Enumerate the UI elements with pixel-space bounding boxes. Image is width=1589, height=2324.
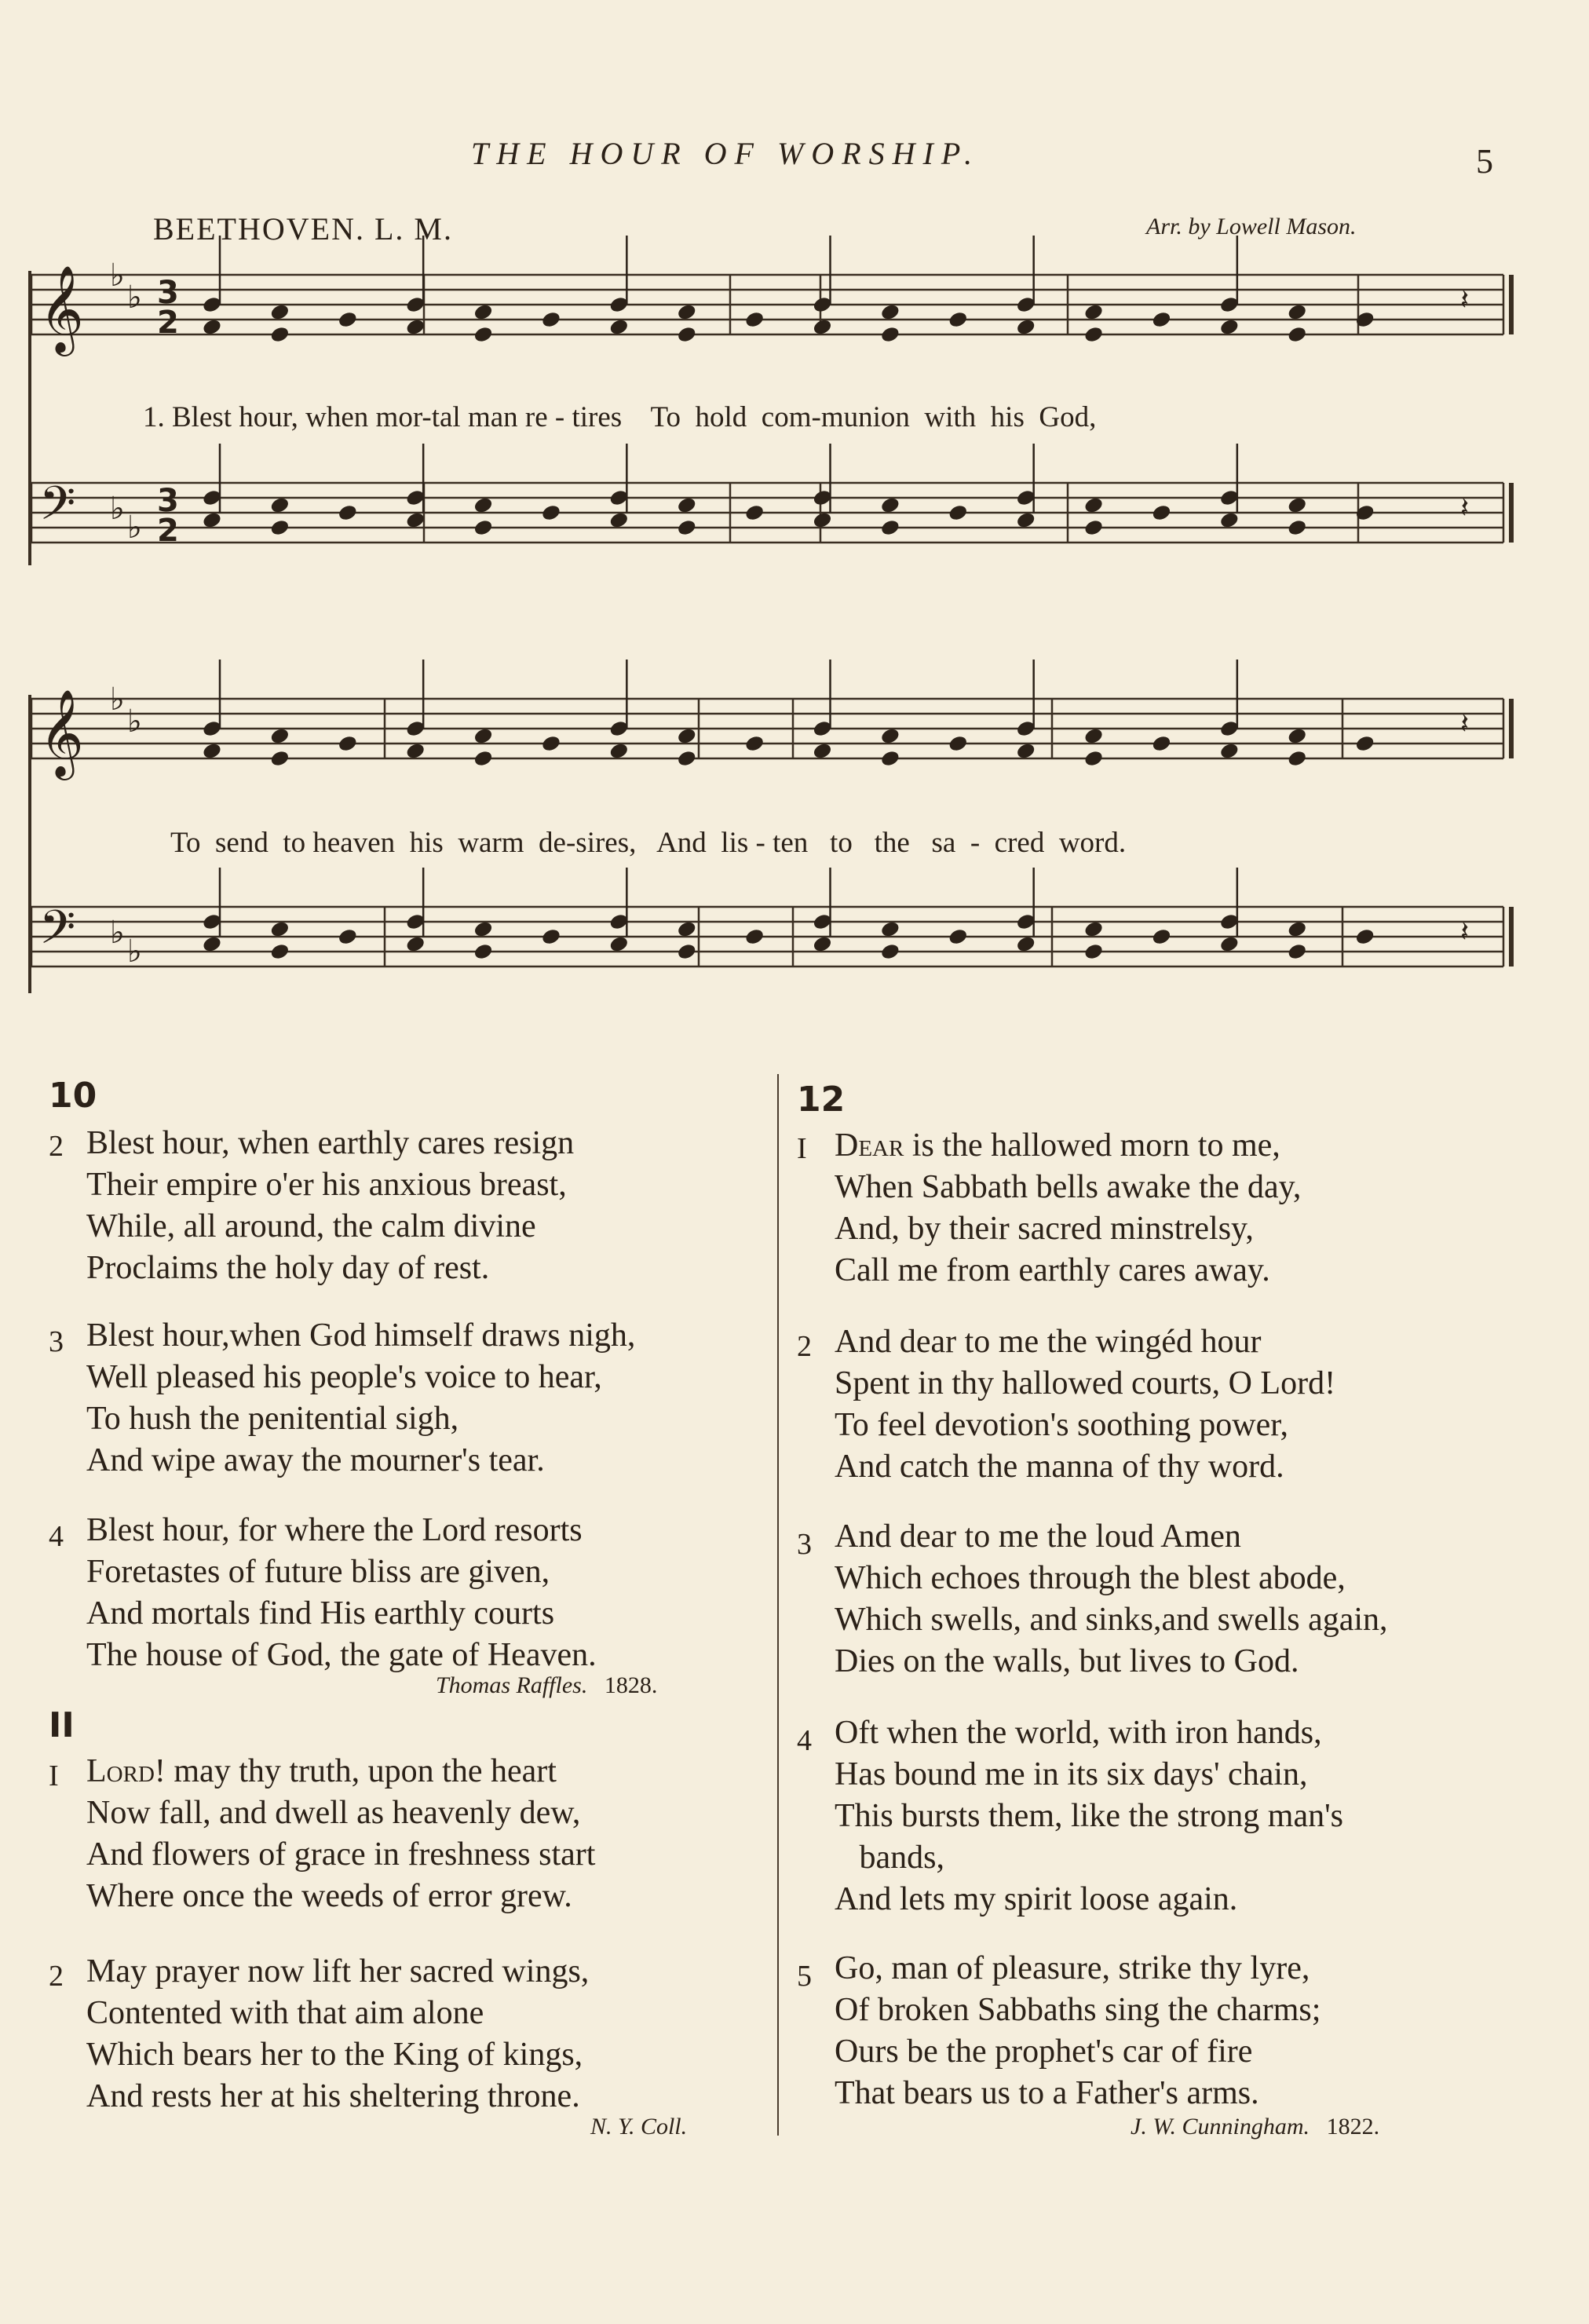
bass-clef: 𝄢 [39,476,76,542]
verse-line: And, by their sacred minstrelsy, [835,1211,1254,1247]
verse [797,1712,1574,1948]
verse-line: And dear to me the wingéd hour [835,1324,1262,1360]
note-head [676,749,697,768]
note-head [1151,503,1172,522]
verse-line: And lets my spirit loose again. [835,1881,1238,1917]
note-head [744,734,765,753]
time-signature-bottom: 2 [157,305,179,341]
verse [797,1321,1574,1516]
rest-sign: 𝄽 [1460,708,1470,740]
author: J. W. Cunningham. [1131,2114,1310,2139]
verse-line: bands, [835,1840,944,1876]
time-signature-top: 3 [157,275,179,311]
verse-number: 4 [797,1724,812,1757]
note-head [1083,325,1105,344]
verse-line: Which echoes through the blest abode, [835,1560,1346,1596]
treble-clef: 𝄞 [39,265,84,353]
verse-line: Contented with that aim alone [86,1995,484,2031]
note-head [1151,310,1172,329]
verse-line: Which bears her to the King of kings, [86,2037,583,2073]
verse [49,1123,771,1315]
lyric-line-1: 1. Blest hour, when mor-tal man re - tires To hold com-munion with his God, [143,401,1097,433]
first-word: Lord [86,1753,155,1789]
tune-name: BEETHOVEN. L. M. [153,211,453,247]
time-signature-top: 3 [157,483,179,519]
time-signature-bottom: 2 [157,513,179,549]
lyric-line-2: To send to heaven his warm de-sires, And lis - ten to the sa - cred word. [170,827,1127,859]
verse [49,1751,771,1951]
note-head [473,749,494,768]
music-score [0,0,1589,1036]
rest-sign: 𝄽 [1460,284,1470,316]
verse [49,1510,771,1683]
verse-line: Of broken Sabbaths sing the charms; [835,1992,1321,2028]
verse-line: Blest hour,when God himself draws nigh, [86,1317,636,1354]
note-head [1354,734,1375,753]
verse-number: 4 [49,1520,64,1553]
verse-line: Which swells, and sinks,and swells again, [835,1602,1388,1638]
hymn-12-attribution [1131,2114,1379,2140]
note-head [744,310,765,329]
flat-sign: ♭ [127,934,142,970]
note-head [880,325,901,344]
verse-number: I [49,1759,59,1792]
note-head [948,503,969,522]
note-head [676,325,697,344]
verse-number: 3 [797,1528,812,1561]
verse-number: 2 [49,1960,64,1993]
note-head [269,518,290,537]
flat-sign: ♭ [110,681,125,718]
verse-line: is the hallowed morn to me, [904,1127,1280,1164]
verse-number: 5 [797,1960,812,1993]
note-head [1083,518,1105,537]
verse [49,1951,771,2124]
verse-line: Now fall, and dwell as heavenly dew, [86,1795,581,1831]
author: Thomas Raffles. [436,1672,588,1698]
note-head [1287,518,1308,537]
note-head [1354,927,1375,946]
flat-sign: ♭ [127,280,142,316]
hymn-11-verses [49,1751,771,2124]
note-head [473,942,494,961]
note-head [473,325,494,344]
note-head [269,749,290,768]
first-word: Dear [835,1127,904,1164]
note-head [541,310,562,329]
note-head [1083,942,1105,961]
verse-line: Foretastes of future bliss are given, [86,1554,550,1590]
note-head [269,942,290,961]
note-head [337,927,358,946]
verse-line: This bursts them, like the strong man's [835,1798,1344,1834]
note-head [541,927,562,946]
verse-line: Has bound me in its six days' chain, [835,1756,1308,1792]
note-head [541,734,562,753]
verse-line: And flowers of grace in freshness start [86,1836,596,1873]
note-head [880,749,901,768]
music-glyphs [39,258,1469,970]
hymn-10-verses [49,1123,771,1683]
verse-line: While, all around, the calm divine [86,1208,536,1244]
verse-number: 2 [797,1330,812,1363]
note-head [1287,942,1308,961]
verse-line: Blest hour, when earthly cares resign [86,1125,575,1161]
verse-line: Blest hour, for where the Lord resorts [86,1512,583,1548]
flat-sign: ♭ [110,915,125,951]
verse-line: Proclaims the holy day of rest. [86,1250,490,1286]
note-head [269,325,290,344]
year: 1822. [1326,2114,1380,2139]
note-head [744,927,765,946]
note-head [541,503,562,522]
verse-line: When Sabbath bells awake the day, [835,1169,1302,1205]
verse-line: And dear to me the loud Amen [835,1518,1241,1555]
verse-line: ! may thy truth, upon the heart [154,1753,557,1789]
verse-line: To hush the penitential sigh, [86,1401,459,1437]
year: 1828. [604,1672,658,1698]
verse-line: And mortals find His earthly courts [86,1595,555,1632]
note-head [337,734,358,753]
note-head [880,942,901,961]
running-title: THE HOUR OF WORSHIP. [471,136,981,171]
note-head [1287,325,1308,344]
note-head [1083,749,1105,768]
note-head [676,518,697,537]
verse-line: Call me from earthly cares away. [835,1252,1270,1288]
staff-lines [31,275,1511,967]
note-head [948,734,969,753]
flat-sign: ♭ [127,510,142,546]
verse-line: And wipe away the mourner's tear. [86,1442,545,1478]
hymn-number-12: 12 [797,1080,846,1120]
note-head [473,518,494,537]
hymn-10-attribution [436,1672,657,1699]
verse [797,1948,1574,2121]
verse-line: Go, man of pleasure, strike thy lyre, [835,1950,1310,1986]
note-head [1151,927,1172,946]
verse-line: Well pleased his people's voice to hear, [86,1359,602,1395]
flat-sign: ♭ [110,258,125,294]
verse-line: Oft when the world, with iron hands, [835,1715,1322,1751]
note-heads [202,295,1375,961]
arranger-credit: Arr. by Lowell Mason. [1146,214,1357,239]
verse-line: And catch the manna of thy word. [835,1449,1284,1485]
verse-line: Where once the weeds of error grew. [86,1878,572,1914]
verse [797,1516,1574,1712]
note-head [337,503,358,522]
flat-sign: ♭ [127,703,142,740]
note-head [880,518,901,537]
note-head [1287,749,1308,768]
verse-line: To feel devotion's soothing power, [835,1407,1289,1443]
verse-number: I [797,1132,807,1165]
hymn-number-11: II [49,1705,75,1745]
note-head [948,927,969,946]
verse [797,1125,1574,1321]
page-number: 5 [1476,142,1493,181]
verse-line: Spent in thy hallowed courts, O Lord! [835,1365,1336,1401]
hymn-12-verses [797,1125,1574,2121]
hymn-number-10: 10 [49,1076,97,1116]
note-head [676,942,697,961]
verse-line: That bears us to a Father's arms. [835,2075,1259,2111]
treble-clef: 𝄞 [39,689,84,776]
verse-number: 3 [49,1325,64,1358]
note-head [1151,734,1172,753]
verse-line: May prayer now lift her sacred wings, [86,1953,590,1990]
verse-line: Ours be the prophet's car of fire [835,2034,1253,2070]
rest-sign: 𝄽 [1460,492,1470,524]
hymn-11-source: N. Y. Coll. [590,2114,688,2139]
note-head [337,310,358,329]
verse-line: Dies on the walls, but lives to God. [835,1643,1299,1679]
verse-line: And rests her at his sheltering throne. [86,2078,580,2114]
verse [49,1315,771,1510]
flat-sign: ♭ [110,491,125,527]
note-head [744,503,765,522]
bass-clef: 𝄢 [39,900,76,966]
verse-line: Their empire o'er his anxious breast, [86,1167,567,1203]
note-head [948,310,969,329]
rest-sign: 𝄽 [1460,916,1470,948]
verse-line: The house of God, the gate of Heaven. [86,1637,597,1673]
column-divider [777,1074,779,2136]
verse-number: 2 [49,1130,64,1163]
